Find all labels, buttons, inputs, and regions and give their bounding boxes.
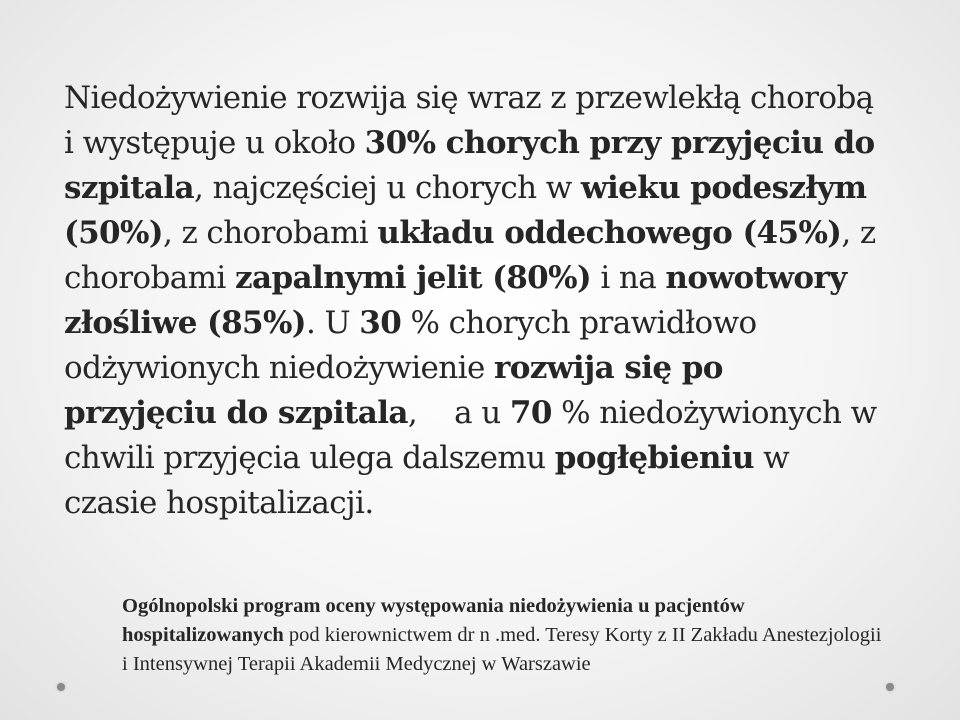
source-note — [122, 592, 882, 679]
main-text-segment: Niedożywienie rozwija się wraz z przewlekłą chorobą i występuje u około — [64, 80, 874, 161]
main-text-segment: . U — [305, 305, 360, 341]
main-text-bold-segment: rozwija się po przyjęciu do szpitala — [64, 350, 723, 431]
main-text-segment: , z chorobami — [162, 215, 378, 251]
source-note-attribution: pod kierownictwem dr n .med. Teresy Korty z II Zakładu Anestezjologii i Intensywnej Terapii Akademii Medycznej w Warszawie — [122, 624, 882, 675]
main-text-bold-segment: pogłębieniu — [554, 440, 754, 476]
main-text-segment: % niedożywionych w chwili przyjęcia ulega dalszemu — [64, 395, 877, 476]
main-text-bold-segment: wieku podeszłym (50%) — [64, 170, 867, 251]
main-text-bold-segment: układu oddechowego (45%) — [377, 215, 842, 251]
left-bullet-dot — [57, 683, 65, 691]
main-text-bold-segment: 30% chorych przy przyjęciu do szpitala — [64, 125, 875, 206]
main-text-segment: , a u — [407, 395, 510, 431]
main-text-bold-segment: nowotwory złośliwe (85%) — [64, 260, 847, 341]
right-bullet-dot — [886, 683, 894, 691]
main-text-segment: i na — [591, 260, 666, 296]
source-note-title: Ogólnopolski program oceny występowania niedożywienia u pacjentów hospitalizowanych — [122, 595, 745, 646]
main-paragraph — [64, 76, 884, 526]
main-text-segment: w czasie hospitalizacji. — [64, 440, 790, 521]
main-text-bold-segment: 30 — [359, 305, 402, 341]
main-text-bold-segment: 70 — [509, 395, 552, 431]
main-text-bold-segment: zapalnymi jelit (80%) — [234, 260, 592, 296]
main-text-segment: % chorych prawidłowo odżywionych niedożywienie — [64, 305, 757, 386]
main-text-segment: , z chorobami — [64, 215, 876, 296]
main-text-segment: , najczęściej u chorych w — [193, 170, 581, 206]
